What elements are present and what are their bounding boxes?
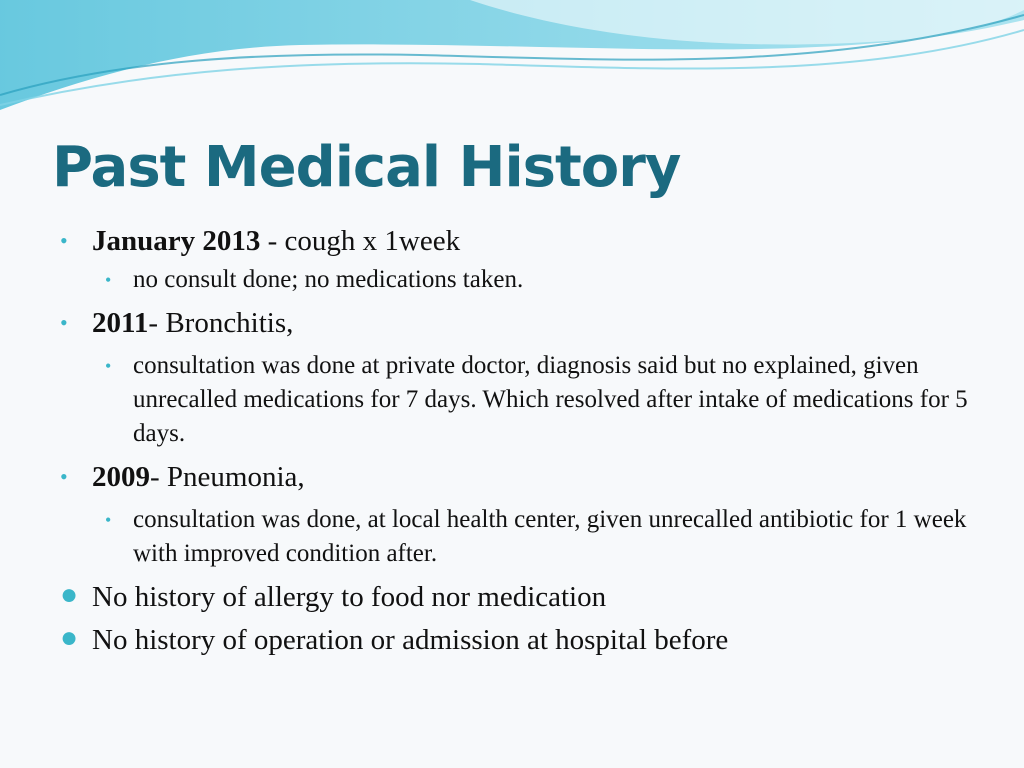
bullet-icon: • — [60, 228, 68, 253]
list-item — [60, 303, 980, 343]
bullet-icon: • — [60, 464, 68, 489]
bullet-icon: • — [105, 356, 112, 376]
slide-title: Past Medical History — [52, 135, 681, 200]
item-date: January 2013 — [92, 225, 261, 257]
item-text: No history of allergy to food nor medication — [92, 581, 607, 613]
item-text: - cough x 1week — [260, 225, 461, 257]
item-text: no consult done; no medications taken. — [133, 266, 524, 293]
sub-list-item — [60, 349, 980, 451]
sub-list-item — [60, 503, 980, 571]
list-item — [60, 620, 980, 660]
bullet-icon: • — [105, 510, 112, 530]
header-wave-decoration — [0, 0, 1024, 130]
bullet-icon: ● — [60, 621, 79, 654]
bullet-icon: • — [60, 310, 68, 335]
item-date: 2011 — [92, 307, 149, 339]
list-item — [60, 457, 980, 497]
item-date: 2009 — [92, 461, 150, 493]
item-text: - Bronchitis, — [148, 307, 294, 339]
list-item — [60, 221, 980, 261]
bullet-icon: • — [105, 270, 112, 290]
item-text: consultation was done at private doctor, diagnosis said but no explained, given unrecalled medications for 7 days. Which resolved after intake of medications for 5 days. — [133, 352, 968, 447]
item-text: - Pneumonia, — [150, 461, 305, 493]
item-text: No history of operation or admission at hospital before — [92, 624, 729, 656]
sub-list-item — [60, 263, 980, 297]
item-text: consultation was done, at local health center, given unrecalled antibiotic for 1 week with improved condition after. — [133, 506, 967, 567]
list-item — [60, 577, 980, 617]
bullet-list — [60, 218, 980, 660]
bullet-icon: ● — [60, 578, 79, 611]
